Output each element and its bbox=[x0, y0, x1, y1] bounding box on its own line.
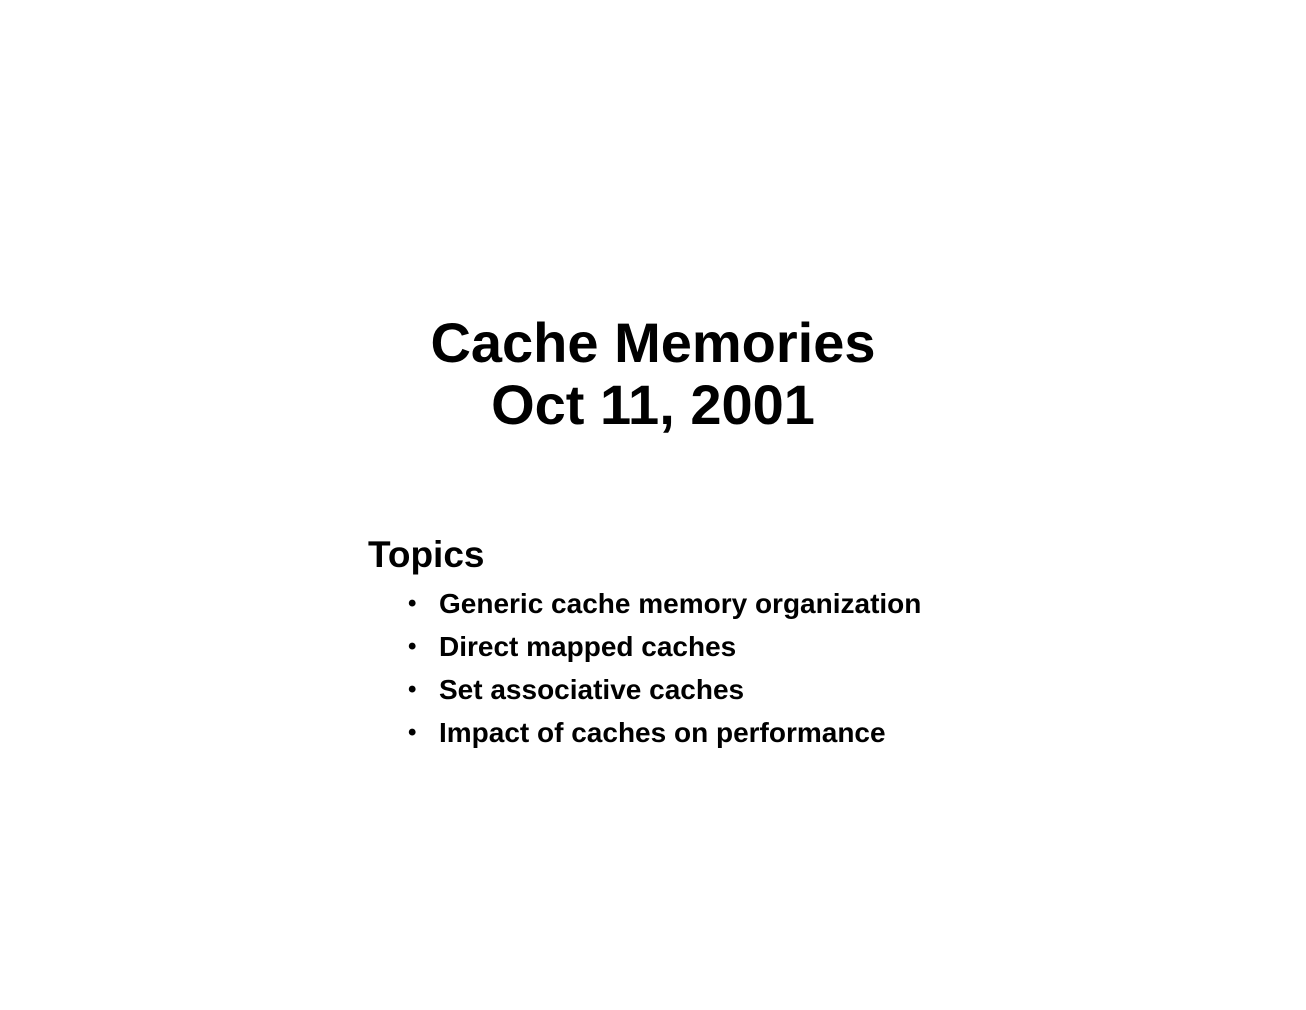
bullet-icon: • bbox=[408, 590, 417, 617]
title-line-date: Oct 11, 2001 bbox=[491, 373, 815, 436]
topic-text: Impact of caches on performance bbox=[439, 717, 886, 748]
bullet-icon: • bbox=[408, 633, 417, 660]
topic-text: Set associative caches bbox=[439, 674, 745, 705]
slide-title bbox=[0, 312, 1306, 436]
topic-text: Generic cache memory organization bbox=[439, 588, 922, 619]
topic-text: Direct mapped caches bbox=[439, 631, 737, 662]
title-line-main: Cache Memories bbox=[430, 311, 876, 374]
topics-heading: Topics bbox=[368, 534, 485, 575]
bullet-icon: • bbox=[408, 719, 417, 746]
bullet-icon: • bbox=[408, 676, 417, 703]
